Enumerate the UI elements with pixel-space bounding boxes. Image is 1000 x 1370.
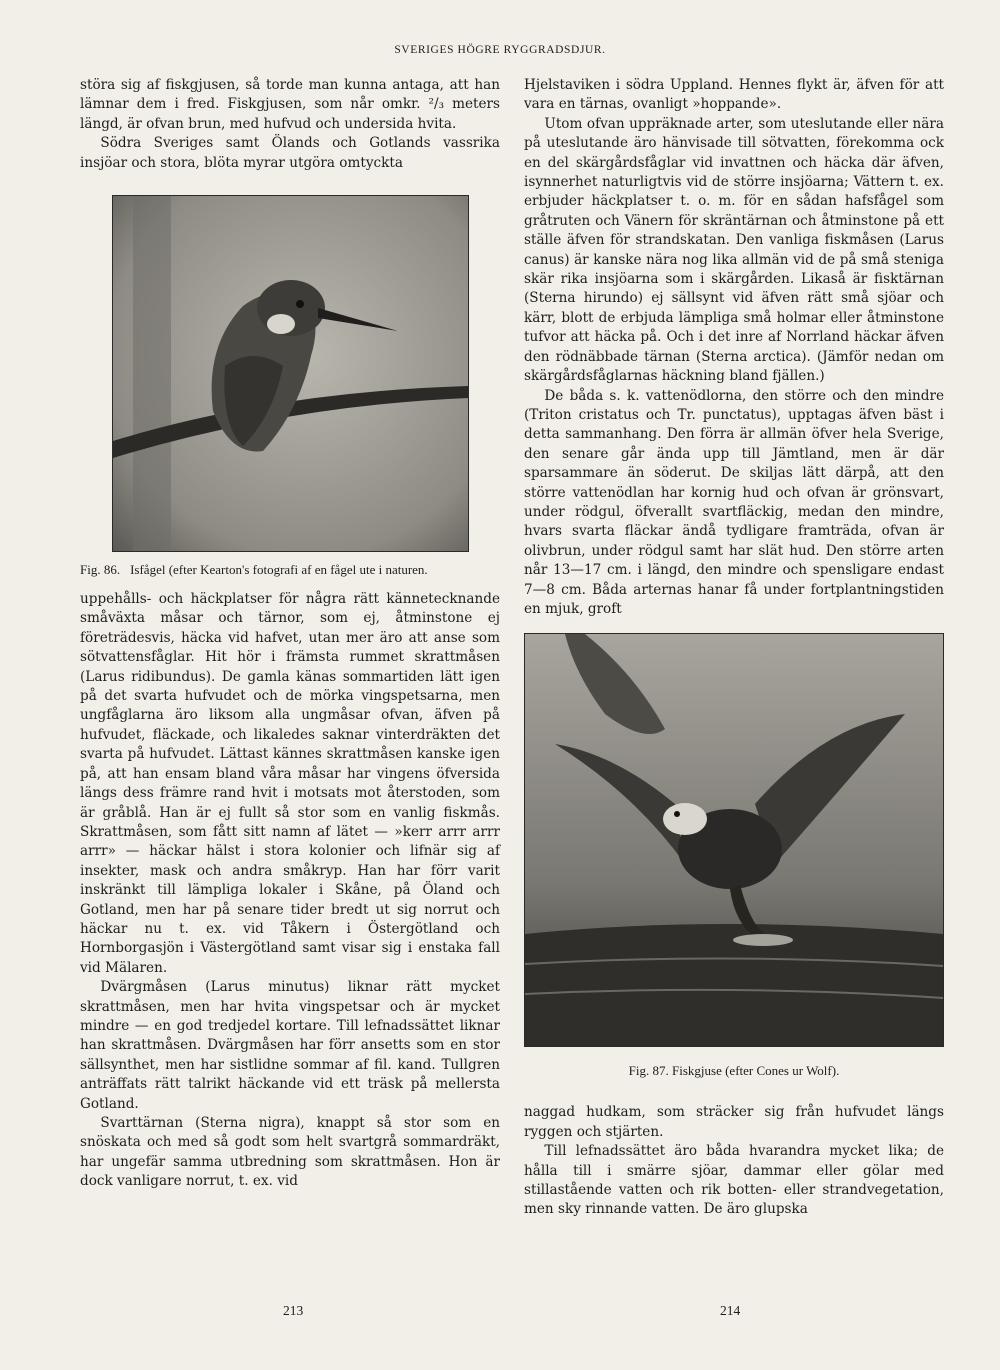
paragraph: naggad hudkam, som sträcker sig från hufvudet längs ryggen och stjärten. [524, 1104, 944, 1140]
right-column [524, 76, 944, 1220]
paragraph: Dvärgmåsen (Larus minutus) liknar rätt mycket skrattmåsen, men har hvita vingspetsar och är mycket mindre — en god tredjedel kortare. Till lefnadssättet liknar han skrattmåsen. Dvärgmåsen har förr ansetts som en stor sällsynthet, men har sistlidne sommar af fil. kand. Tullgren anträffats rätt talrikt häckande vid ett träsk på mellersta Gotland. [80, 979, 500, 1112]
running-header: SVERIGES HÖGRE RYGGRADSDJUR. [394, 44, 606, 56]
page-number-right: 214 [720, 1303, 741, 1318]
paragraph: Till lefnadssättet äro båda hvarandra mycket lika; de hålla till i smärre sjöar, dammar eller gölar med stillastående vatten och rik botten- eller strandvegetation, men sky rinnande vatten. De äro glupska [524, 1143, 944, 1218]
figure-osprey-illustration [524, 633, 944, 1047]
left-column [80, 76, 500, 1192]
page-number-left: 213 [283, 1303, 304, 1318]
figure-caption: Fig. 87. Fiskgjuse (efter Cones ur Wolf). [628, 1063, 840, 1079]
caption-text: Isfågel (efter Kearton's fotografi af en fågel ute i naturen. [130, 562, 428, 578]
paragraph: Södra Sveriges samt Ölands och Gotlands vassrika insjöar och stora, blöta myrar utgöra omtyckta [80, 135, 500, 171]
paragraph: störa sig af fiskgjusen, så torde man kunna antaga, att han lämnar dem i fred. Fiskgjusen, som når omkr. ²/₃ meters längd, är ofvan brun, med hufvud och undersida hvita. [80, 77, 500, 132]
figure-caption [80, 562, 500, 578]
paragraph: Hjelstaviken i södra Uppland. Hennes flykt är, äfven för att vara en tärnas, ovanligt »hoppande». [524, 77, 944, 113]
figure-kingfisher-photo [112, 195, 469, 552]
paragraph: Svarttärnan (Sterna nigra), knappt så stor som en snöskata och med så godt som helt svartgrå sommardräkt, har ungefär samma utbredning som skrattmåsen. Hon är dock vanligare norrut, t. ex. vid [80, 1115, 500, 1190]
paragraph: uppehålls- och häckplatser för några rätt kännetecknande småväxta måsar och tärnor, som ej, åtminstone ej företrädesvis, häcka vid hafvet, utan mer äro att anse som sötvattensfåglar. Hit hör i främsta rummet skrattmåsen (Larus ridibundus). De gamla känas sommartiden lätt igen på det svarta hufvudet och de mörka vingspetsarna, men ungfåglarna äro liksom alla ungmåsar ofvan, äfven på hufvudet, fläckade, och likaledes saknar vinterdräkten det svarta på hufvudet. Lättast kännes skrattmåsen kanske igen på, att han ensam bland våra måsar har vingens öfversida längs dess främre rand hvit i motsats mot återstoden, som är gråblå. Han är ej fullt så stor som en vanlig fiskmås. Skrattmåsen, som fått sitt namn af lätet — »kerr arrr arrr arrr» — häckar hälst i stora kolonier och lifnär sig af insekter, mask och andra småkryp. Han har förr varit inskränkt till lämpliga lokaler i Skåne, på Öland och Gotland, men har på senare tider bredt ut sig norrut och häckar nu t. ex. vid Tåkern i Östergötland och Hornborgasjön i Västergötland samt visar sig i enstaka fall vid Mälaren. [80, 591, 500, 976]
figure-number: Fig. 86. [80, 562, 121, 578]
paragraph: Utom ofvan uppräknade arter, som uteslutande eller nära på uteslutande äro hänvisade till sötvatten, förekomma ock en del skärgårdsfåglar vid invattnen och häcka där äfven, isynnerhet naturligtvis vid de större insjöarna; Vättern t. ex. erbjuder häckplatser t. o. m. för en sådan hafsfågel som gråtruten och Vänern för skräntärnan och åtminstone på ett ställe äfven för strandskatan. Den vanliga fiskmåsen (Larus canus) är kanske nära nog lika allmän vid de på små steniga skär rika insjöarna som i skärgården. Likaså är fisktärnan (Sterna hirundo) ej sällsynt vid äfven rätt små sjöar och kärr, blott de erbjuda lämpliga små holmar eller åtminstone tufvor att häcka på. Och i det inre af Norrland häckar äfven den rödnäbbade tärnan (Sterna arctica). (Jämför nedan om skärgårdsfåglarnas häckning bland fjällen.) [524, 115, 944, 385]
paragraph: De båda s. k. vattenödlorna, den större och den mindre (Triton cristatus och Tr. punctatus), upptagas äfven bäst i detta sammanhang. Den förra är allmän öfver hela Sverige, den senare går ända upp till Jämtland, men är där sparsammare än söderut. De skiljas lätt därpå, att den större vattenödlan har kornig hud och ofvan är grönsvart, under rödgul, öfverallt svartfläckig, medan den mindre, hvars svarta fläckar ändå tydligare framträda, ofvan är olivbrun, under rödgul samt har slät hud. Den större arten når 13—17 cm. i längd, den mindre och spensligare endast 7—8 cm. Båda arternas hanar få under fortplantningstiden en mjuk, groft [524, 387, 944, 617]
